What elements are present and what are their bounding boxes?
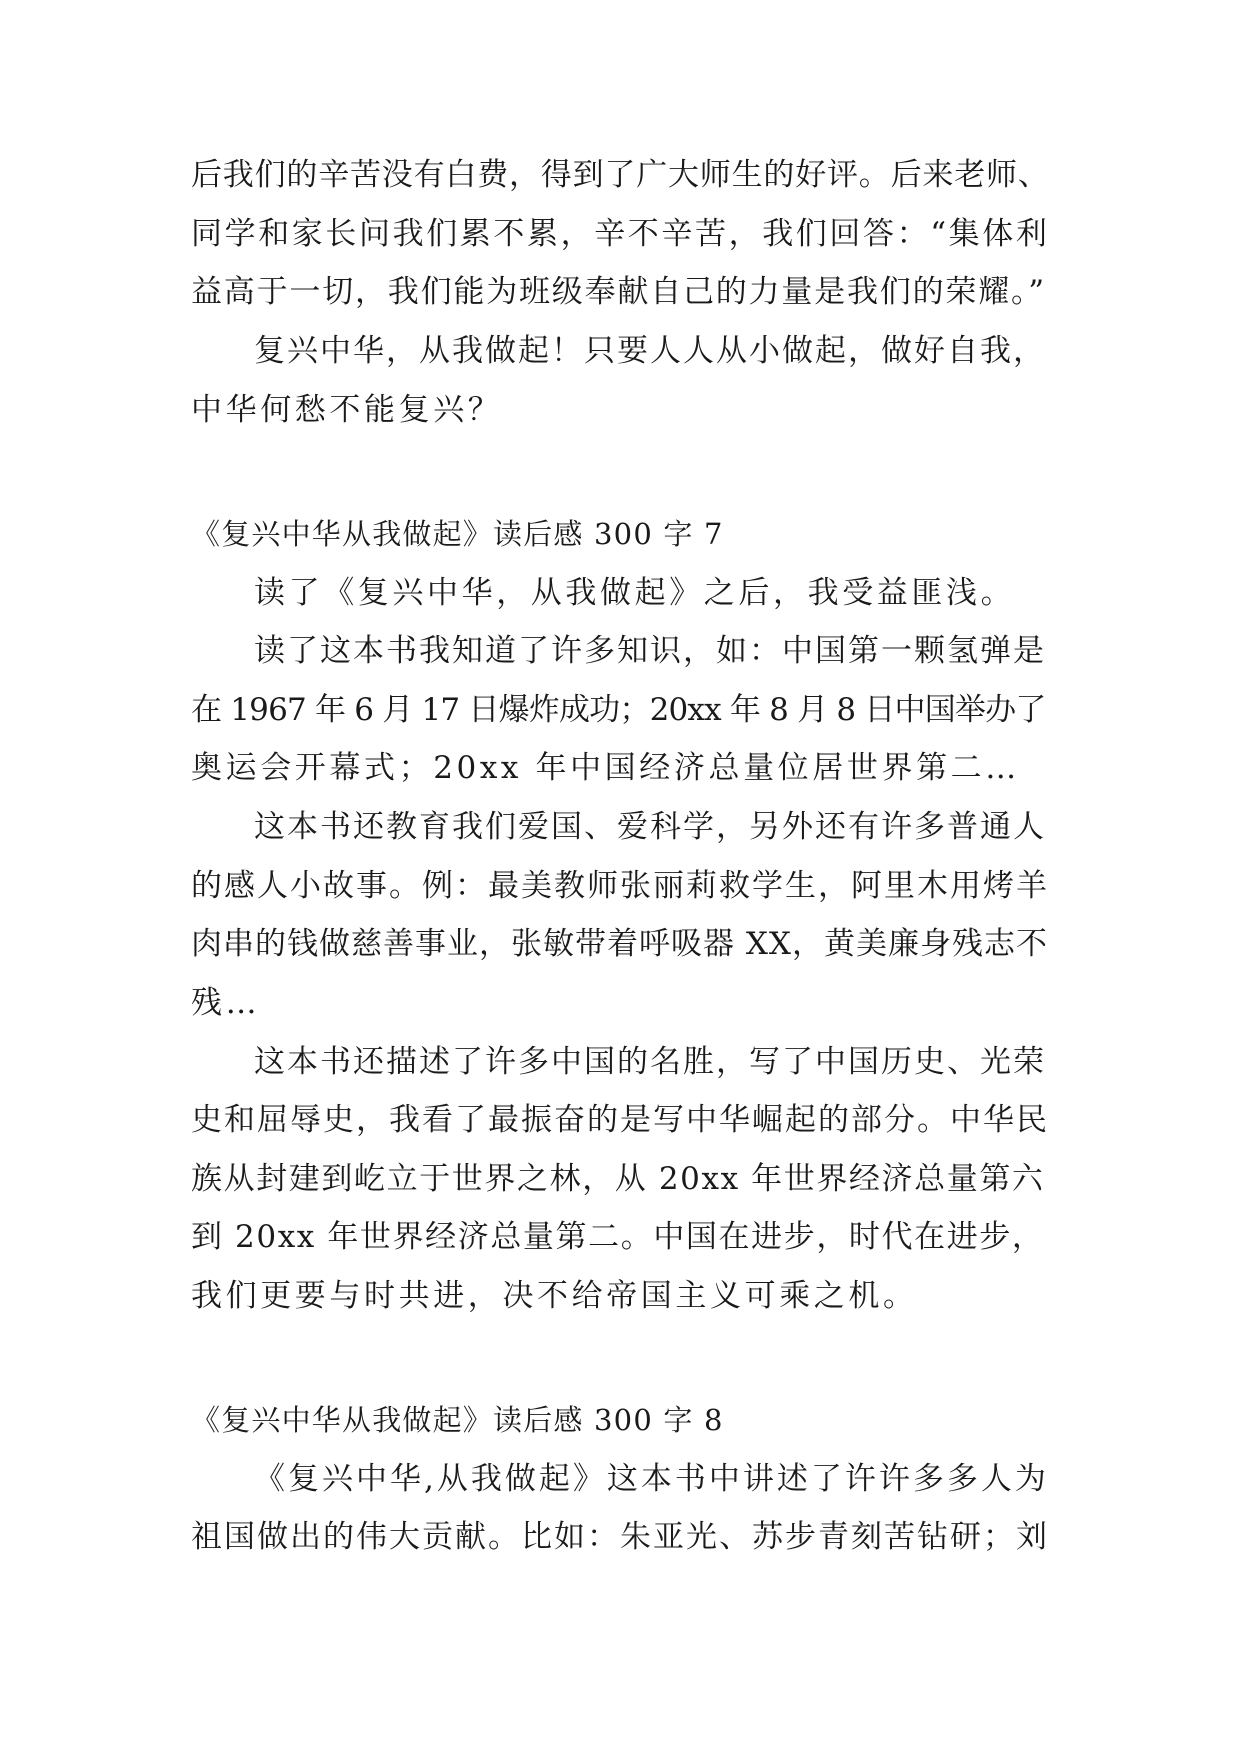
text-line: 《复兴中华,从我做起》这本书中讲述了许许多多人为 (254, 1461, 1049, 1497)
text-line: 这本书还描述了许多中国的名胜，写了中国历史、光荣 (254, 1044, 1046, 1080)
section-heading: 《复兴中华从我做起》读后感 300 字 8 (191, 1403, 724, 1437)
text-line: 到 20xx 年世界经济总量第二。中国在进步，时代在进步， (191, 1219, 1045, 1255)
text-line: 在 1967 年 6 月 17 日爆炸成功；20xx 年 8 月 8 日中国举办了 (191, 692, 1046, 728)
text-line: 肉串的钱做慈善事业，张敏带着呼吸器 XX，黄美廉身残志不 (191, 926, 1048, 962)
text-line: 益高于一切，我们能为班级奉献自己的力量是我们的荣耀。” (191, 274, 1046, 310)
text-line: 读了《复兴中华，从我做起》之后，我受益匪浅。 (254, 575, 1016, 611)
text-line: 读了这本书我知道了许多知识，如：中国第一颗氢弹是 (254, 633, 1046, 669)
section-heading: 《复兴中华从我做起》读后感 300 字 7 (191, 517, 724, 551)
text-line: 这本书还教育我们爱国、爱科学，另外还有许多普通人 (254, 809, 1046, 845)
text-line: 祖国做出的伟大贡献。比如：朱亚光、苏步青刻苦钻研；刘 (191, 1519, 1049, 1555)
text-line: 复兴中华，从我做起！只要人人从小做起，做好自我， (254, 333, 1046, 369)
text-line: 奥运会开幕式；20xx 年中国经济总量位居世界第二… (191, 750, 1020, 786)
text-line: 残… (191, 985, 261, 1021)
text-line: 史和屈辱史，我看了最振奋的是写中华崛起的部分。中华民 (191, 1102, 1049, 1138)
text-line: 同学和家长问我们累不累，辛不辛苦，我们回答：“集体利 (191, 216, 1050, 252)
text-line: 的感人小故事。例：最美教师张丽莉救学生，阿里木用烤羊 (191, 868, 1049, 904)
text-line: 族从封建到屹立于世界之林，从 20xx 年世界经济总量第六 (191, 1161, 1045, 1197)
text-line: 我们更要与时共进，决不给帝国主义可乘之机。 (191, 1278, 918, 1314)
text-line: 后我们的辛苦没有白费，得到了广大师生的好评。后来老师、 (191, 157, 1050, 193)
text-line: 中华何愁不能复兴？ (191, 392, 503, 428)
